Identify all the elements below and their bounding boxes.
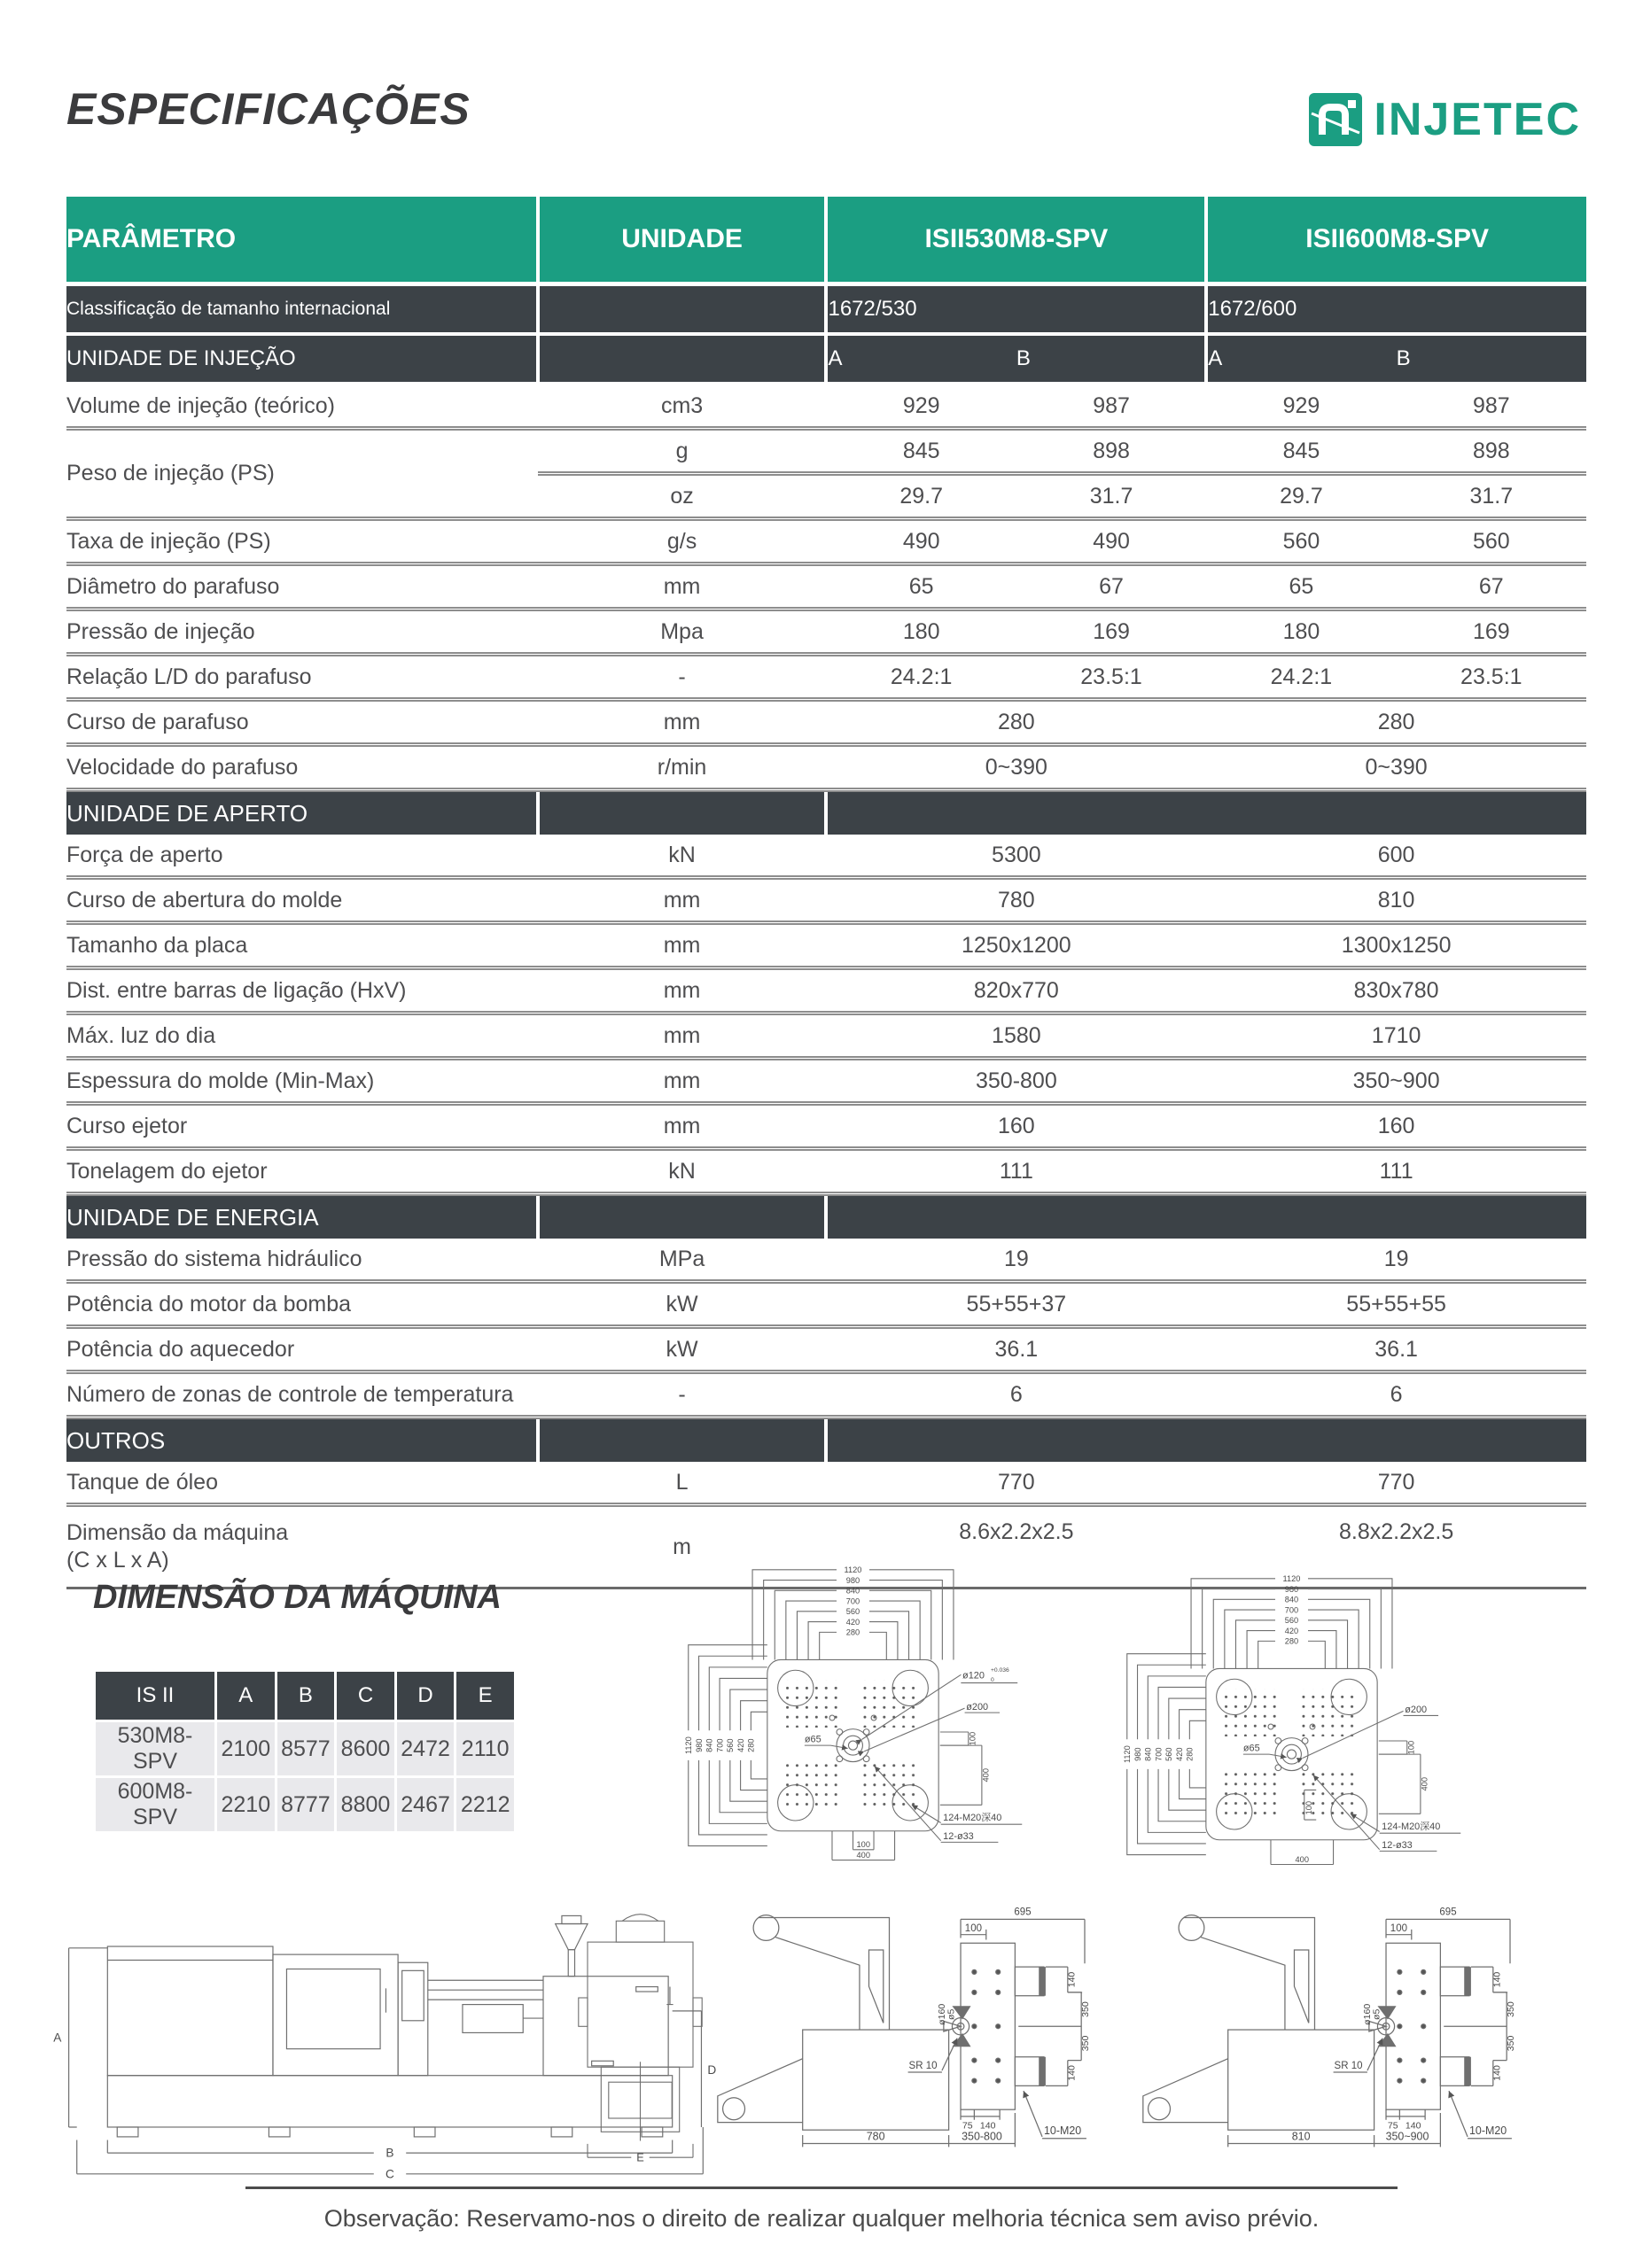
- classification-unit-empty: [538, 284, 827, 335]
- param-label: Volume de injeção (teórico): [66, 384, 538, 429]
- platen-dim-560: 560: [845, 1607, 860, 1617]
- unit-value: L: [538, 1462, 827, 1505]
- injetec-logo-text: INJETEC: [1374, 94, 1581, 145]
- platen-vdim-700: 700: [715, 1738, 725, 1752]
- cell-value: 160: [1206, 1104, 1586, 1149]
- dim-dia160: ø160: [936, 2003, 947, 2025]
- cell-value: 600: [1206, 835, 1586, 878]
- unit-value: mm: [538, 968, 827, 1014]
- dim-range-350-800: 350-800: [962, 2130, 1002, 2143]
- table-row: [66, 384, 1586, 429]
- platen-vdim-840: 840: [1143, 1747, 1153, 1761]
- unit-value: mm: [538, 1104, 827, 1149]
- dim-label-d: D: [707, 2062, 717, 2077]
- cell-value: 180: [826, 610, 1016, 655]
- subcol-b2: B: [1397, 334, 1586, 384]
- callout-bolts: 124-M20深40: [943, 1813, 1002, 1823]
- cell-value: 987: [1016, 384, 1206, 429]
- unit-value: kN: [538, 1149, 827, 1194]
- platen-dim-700: 700: [1284, 1605, 1299, 1615]
- dim-140-top: 140: [1066, 1971, 1078, 1988]
- cell-value: 770: [826, 1462, 1206, 1505]
- end-view-outline: [579, 1915, 702, 2158]
- param-label: Tanque de óleo: [66, 1462, 538, 1505]
- cell-value: 6: [1206, 1372, 1586, 1418]
- table-row: [66, 1282, 1586, 1327]
- unit-value: r/min: [538, 745, 827, 790]
- callout-dia200: ø200: [1405, 1705, 1428, 1716]
- dim-400-right: 400: [1420, 1777, 1429, 1791]
- dim-value: 8777: [277, 1778, 335, 1831]
- unit-value: mm: [538, 878, 827, 923]
- cell-value: 55+55+37: [826, 1282, 1206, 1327]
- cell-value: 180: [1206, 610, 1396, 655]
- platen-dim-840: 840: [1284, 1595, 1299, 1604]
- dim-695: 695: [1014, 1907, 1032, 1918]
- cell-value: 1580: [826, 1014, 1206, 1059]
- param-label: Número de zonas de controle de temperatura: [66, 1372, 538, 1418]
- cell-value: 6: [826, 1372, 1206, 1418]
- cell-value: 65: [826, 564, 1016, 610]
- section-row-energia: [66, 1194, 1586, 1239]
- injetec-logo: [1308, 92, 1581, 147]
- cell-value: 31.7: [1397, 474, 1586, 519]
- param-label: Taxa de injeção (PS): [66, 519, 538, 564]
- param-label: Diâmetro do parafuso: [66, 564, 538, 610]
- table-row: [66, 968, 1586, 1014]
- section-unit-empty: [538, 790, 827, 835]
- subcol-a2: A: [1206, 334, 1396, 384]
- clamp-outline: [718, 1915, 1086, 2148]
- cell-value: 845: [826, 429, 1016, 474]
- param-label: Curso de parafuso: [66, 700, 538, 745]
- unit-value: mm: [538, 564, 827, 610]
- dim-75: 75: [962, 2120, 973, 2132]
- cell-value: 24.2:1: [1206, 655, 1396, 700]
- cell-value: 898: [1397, 429, 1586, 474]
- cell-value: 36.1: [1206, 1327, 1586, 1372]
- footer-divider: [245, 2186, 1398, 2189]
- param-label: Máx. luz do dia: [66, 1014, 538, 1059]
- clamp-side-view-600: [1112, 1887, 1538, 2155]
- dim-100: 100: [1390, 1922, 1408, 1934]
- dim-range-350-900: 350~900: [1385, 2130, 1429, 2143]
- dim-400-right: 400: [981, 1768, 991, 1783]
- dim-140-bottom: 140: [1066, 2065, 1078, 2081]
- platen-dim-560: 560: [1284, 1616, 1299, 1626]
- table-row: [66, 1014, 1586, 1059]
- cell-value: 810: [1206, 878, 1586, 923]
- callout-dia200: ø200: [966, 1701, 989, 1713]
- table-row: [96, 1778, 514, 1831]
- cell-value: 770: [1206, 1462, 1586, 1505]
- param-label: Peso de injeção (PS): [66, 429, 538, 519]
- injetec-logo-icon: [1308, 92, 1363, 147]
- dim-value: 2212: [456, 1778, 514, 1831]
- cell-value: 560: [1206, 519, 1396, 564]
- cell-value: 898: [1016, 429, 1206, 474]
- param-label-line2: (C x L x A): [66, 1548, 169, 1573]
- dimension-section-title: DIMENSÃO DA MÁQUINA: [93, 1579, 502, 1616]
- cell-value: 67: [1397, 564, 1586, 610]
- platen-dim-420: 420: [845, 1617, 860, 1627]
- param-label: Tamanho da placa: [66, 923, 538, 968]
- table-row: [66, 1059, 1586, 1104]
- dim-100-bottom: 100: [1304, 1800, 1314, 1815]
- platen-vdim-1120: 1120: [684, 1736, 694, 1755]
- table-row: [66, 878, 1586, 923]
- cell-value: 29.7: [1206, 474, 1396, 519]
- unit-value: -: [538, 655, 827, 700]
- table-row: [66, 519, 1586, 564]
- cell-value: 55+55+55: [1206, 1282, 1586, 1327]
- platen-vdim-700: 700: [1154, 1747, 1164, 1761]
- callout-sr10: SR 10: [908, 2061, 938, 2072]
- table-row: [96, 1722, 514, 1775]
- dim-value: 2110: [456, 1722, 514, 1775]
- cell-value: 780: [826, 878, 1206, 923]
- platen-vdim-840: 840: [705, 1738, 714, 1752]
- dim-dia160: ø160: [1361, 2003, 1373, 2025]
- param-label: Pressão do sistema hidráulico: [66, 1239, 538, 1282]
- table-row: [66, 835, 1586, 878]
- platen-vdim-280: 280: [746, 1738, 756, 1752]
- cell-value: 67: [1016, 564, 1206, 610]
- cell-value: 280: [1206, 700, 1586, 745]
- section-row-injecao: [66, 334, 1586, 384]
- platen-dim-280: 280: [845, 1627, 860, 1637]
- cell-value: 19: [826, 1239, 1206, 1282]
- callout-dia120: ø120: [962, 1670, 985, 1682]
- unit-value: m: [538, 1505, 827, 1588]
- dim-col-b: B: [277, 1672, 335, 1720]
- table-row: [66, 1239, 1586, 1282]
- dim-value: 8800: [337, 1778, 394, 1831]
- dim-col-e: E: [456, 1672, 514, 1720]
- section-unit-empty: [538, 1194, 827, 1239]
- spec-table: [66, 197, 1586, 1589]
- dimension-table-header-row: [96, 1672, 514, 1720]
- cell-value: 65: [1206, 564, 1396, 610]
- platen-vdim-1120: 1120: [1123, 1745, 1133, 1764]
- dim-400-bottom: 400: [1295, 1854, 1309, 1864]
- dim-col-isii: IS II: [96, 1672, 214, 1720]
- table-row: [66, 564, 1586, 610]
- callout-dia120-tol-plus: +0.036: [990, 1666, 1009, 1674]
- cell-value: 29.7: [826, 474, 1016, 519]
- callout-dia65: ø65: [1242, 1743, 1260, 1754]
- dim-label-b: B: [385, 2146, 394, 2160]
- dim-label-e: E: [636, 2150, 644, 2164]
- platen-vdim-560: 560: [1164, 1747, 1174, 1761]
- dim-value: 2210: [217, 1778, 275, 1831]
- dim-width-780: 780: [866, 2130, 885, 2143]
- cell-value: 280: [826, 700, 1206, 745]
- cell-value: 1300x1250: [1206, 923, 1586, 968]
- platen-dim-840: 840: [845, 1586, 860, 1596]
- platen-vdim-560: 560: [726, 1738, 736, 1752]
- unit-value: g: [538, 429, 827, 474]
- callout-holes: 12-ø33: [943, 1831, 974, 1843]
- platen-dim-700: 700: [845, 1596, 860, 1606]
- table-row: [66, 700, 1586, 745]
- page-header: [66, 69, 1581, 175]
- cell-value: 31.7: [1016, 474, 1206, 519]
- page-footer: [0, 2186, 1643, 2233]
- dim-350-b: 350: [1079, 2035, 1091, 2052]
- dim-140-b: 140: [979, 2120, 996, 2132]
- platen-dim-280: 280: [1284, 1636, 1299, 1646]
- callout-dia65: ø65: [804, 1734, 822, 1745]
- dim-col-d: D: [397, 1672, 455, 1720]
- clamp-outline: [1143, 1915, 1512, 2148]
- table-row: [66, 610, 1586, 655]
- col-header-parametro: PARÂMETRO: [66, 197, 538, 284]
- table-row: [66, 745, 1586, 790]
- unit-value: Mpa: [538, 610, 827, 655]
- platen-vdim-420: 420: [736, 1738, 745, 1752]
- dim-695: 695: [1439, 1907, 1457, 1918]
- cell-value: 350~900: [1206, 1059, 1586, 1104]
- cell-value: 5300: [826, 835, 1206, 878]
- section-row-aperto: [66, 790, 1586, 835]
- clamp-side-view-530: [687, 1887, 1112, 2155]
- param-label-line1: Dimensão da máquina: [66, 1519, 289, 1545]
- section-label-outros: OUTROS: [66, 1418, 538, 1463]
- cell-value: 490: [826, 519, 1016, 564]
- cell-value: 845: [1206, 429, 1396, 474]
- cell-value: 23.5:1: [1016, 655, 1206, 700]
- dim-100-right: 100: [1406, 1740, 1416, 1755]
- platen-drawing-530: [678, 1559, 1028, 1872]
- dim-width-810: 810: [1291, 2130, 1311, 2143]
- unit-value: cm3: [538, 384, 827, 429]
- unit-value: oz: [538, 474, 827, 519]
- cell-value: 169: [1016, 610, 1206, 655]
- dim-350-a: 350: [1079, 2001, 1091, 2017]
- unit-value: kW: [538, 1282, 827, 1327]
- platen-drawing-600: [1117, 1568, 1467, 1881]
- section-values-empty: [826, 1194, 1586, 1239]
- param-label: Potência do motor da bomba: [66, 1282, 538, 1327]
- table-row: [66, 1372, 1586, 1418]
- param-label: Curso ejetor: [66, 1104, 538, 1149]
- dim-label-a: A: [53, 2031, 62, 2045]
- footer-note: Observação: Reservamo-nos o direito de realizar qualquer melhoria técnica sem aviso prévio.: [323, 2205, 1320, 2232]
- page-title: ESPECIFICAÇÕES: [66, 84, 471, 134]
- section-values-empty: [826, 790, 1586, 835]
- table-row: [66, 655, 1586, 700]
- cell-value: 23.5:1: [1397, 655, 1586, 700]
- classification-label: Classificação de tamanho internacional: [66, 284, 538, 335]
- param-label: Velocidade do parafuso: [66, 745, 538, 790]
- classification-value-600: 1672/600: [1206, 284, 1586, 335]
- section-label-aperto: UNIDADE DE APERTO: [66, 790, 538, 835]
- param-label: Relação L/D do parafuso: [66, 655, 538, 700]
- cell-value: 987: [1397, 384, 1586, 429]
- section-label-injecao: UNIDADE DE INJEÇÃO: [66, 334, 538, 384]
- cell-value: 0~390: [1206, 745, 1586, 790]
- param-label: Força de aperto: [66, 835, 538, 878]
- cell-value: 19: [1206, 1239, 1586, 1282]
- cell-value: 24.2:1: [826, 655, 1016, 700]
- dim-100-bottom: 100: [856, 1840, 870, 1850]
- param-label: Potência do aquecedor: [66, 1327, 538, 1372]
- param-label: Espessura do molde (Min-Max): [66, 1059, 538, 1104]
- cell-value: 929: [826, 384, 1016, 429]
- dim-value: 2100: [217, 1722, 275, 1775]
- injecao-unit-empty: [538, 334, 827, 384]
- unit-value: mm: [538, 1014, 827, 1059]
- cell-value: 111: [826, 1149, 1206, 1194]
- table-row: [66, 1149, 1586, 1194]
- dim-350-a: 350: [1505, 2001, 1516, 2017]
- platen-vdim-980: 980: [694, 1738, 704, 1752]
- dim-label-c: C: [385, 2167, 394, 2181]
- cell-value: 8.6x2.2x2.5: [826, 1505, 1206, 1588]
- dim-140-b: 140: [1405, 2120, 1421, 2132]
- table-row: [66, 923, 1586, 968]
- dim-400-bottom: 400: [856, 1851, 870, 1860]
- platen-dim-1120: 1120: [1282, 1574, 1301, 1584]
- cell-value: 1250x1200: [826, 923, 1206, 968]
- callout-dia120-tol-zero: 0: [990, 1676, 994, 1683]
- unit-value: mm: [538, 700, 827, 745]
- param-label: Dist. entre barras de ligação (HxV): [66, 968, 538, 1014]
- cell-value: 169: [1397, 610, 1586, 655]
- table-row: [66, 1327, 1586, 1372]
- section-label-energia: UNIDADE DE ENERGIA: [66, 1194, 538, 1239]
- section-values-empty: [826, 1418, 1586, 1463]
- dim-col-a: A: [217, 1672, 275, 1720]
- dimension-table: [93, 1669, 517, 1834]
- unit-value: -: [538, 1372, 827, 1418]
- dim-140-top: 140: [1491, 1971, 1503, 1988]
- platen-vdim-420: 420: [1174, 1747, 1184, 1761]
- dim-value: 2467: [397, 1778, 455, 1831]
- subcol-a1: A: [826, 334, 1016, 384]
- param-label: Tonelagem do ejetor: [66, 1149, 538, 1194]
- platen-dim-1120: 1120: [844, 1565, 862, 1575]
- machine-dimension-section: [53, 1565, 1586, 2197]
- unit-value: kN: [538, 835, 827, 878]
- platen-vdim-980: 980: [1133, 1747, 1142, 1761]
- cell-value: 490: [1016, 519, 1206, 564]
- table-row: [66, 1462, 1586, 1505]
- section-row-outros: [66, 1418, 1586, 1463]
- cell-value: 560: [1397, 519, 1586, 564]
- dim-value: 8600: [337, 1722, 394, 1775]
- unit-value: mm: [538, 1059, 827, 1104]
- cell-value: 111: [1206, 1149, 1586, 1194]
- cell-value: 8.8x2.2x2.5: [1206, 1505, 1586, 1588]
- platen-dim-980: 980: [845, 1575, 860, 1585]
- param-label: Curso de abertura do molde: [66, 878, 538, 923]
- cell-value: 350-800: [826, 1059, 1206, 1104]
- dim-350-b: 350: [1505, 2035, 1516, 2052]
- cell-value: 820x770: [826, 968, 1206, 1014]
- cell-value: 830x780: [1206, 968, 1586, 1014]
- callout-10-m20: 10-M20: [1043, 2124, 1082, 2137]
- col-header-model2: ISII600M8-SPV: [1206, 197, 1586, 284]
- dim-dia5: ø5: [1371, 2008, 1382, 2020]
- unit-value: kW: [538, 1327, 827, 1372]
- subcol-b1: B: [1016, 334, 1206, 384]
- table-row: [66, 1104, 1586, 1149]
- param-label: Pressão de injeção: [66, 610, 538, 655]
- unit-value: mm: [538, 923, 827, 968]
- platen-dim-980: 980: [1284, 1584, 1299, 1594]
- col-header-unidade: UNIDADE: [538, 197, 827, 284]
- dim-dia5: ø5: [946, 2008, 957, 2020]
- callout-10-m20: 10-M20: [1468, 2124, 1507, 2137]
- cell-value: 1710: [1206, 1014, 1586, 1059]
- callout-bolts: 124-M20深40: [1382, 1821, 1441, 1832]
- cell-value: 0~390: [826, 745, 1206, 790]
- section-unit-empty: [538, 1418, 827, 1463]
- dim-100-right: 100: [968, 1731, 977, 1746]
- cell-value: 929: [1206, 384, 1396, 429]
- spec-table-header-row: [66, 197, 1586, 284]
- classification-row: [66, 284, 1586, 335]
- table-row: [66, 429, 1586, 474]
- dim-value: 8577: [277, 1722, 335, 1775]
- cell-value: 160: [826, 1104, 1206, 1149]
- platen-vdim-280: 280: [1185, 1747, 1195, 1761]
- unit-value: MPa: [538, 1239, 827, 1282]
- platen-dim-420: 420: [1284, 1626, 1299, 1635]
- dim-model: 530M8-SPV: [96, 1722, 214, 1775]
- classification-value-530: 1672/530: [826, 284, 1206, 335]
- col-header-model1: ISII530M8-SPV: [826, 197, 1206, 284]
- callout-sr10: SR 10: [1334, 2061, 1363, 2072]
- dim-model: 600M8-SPV: [96, 1778, 214, 1831]
- dim-100: 100: [964, 1922, 983, 1934]
- cell-value: 36.1: [826, 1327, 1206, 1372]
- dim-col-c: C: [337, 1672, 394, 1720]
- callout-holes: 12-ø33: [1382, 1840, 1413, 1852]
- dim-value: 2472: [397, 1722, 455, 1775]
- unit-value: g/s: [538, 519, 827, 564]
- dim-140-bottom: 140: [1491, 2065, 1503, 2081]
- dim-75: 75: [1387, 2120, 1398, 2132]
